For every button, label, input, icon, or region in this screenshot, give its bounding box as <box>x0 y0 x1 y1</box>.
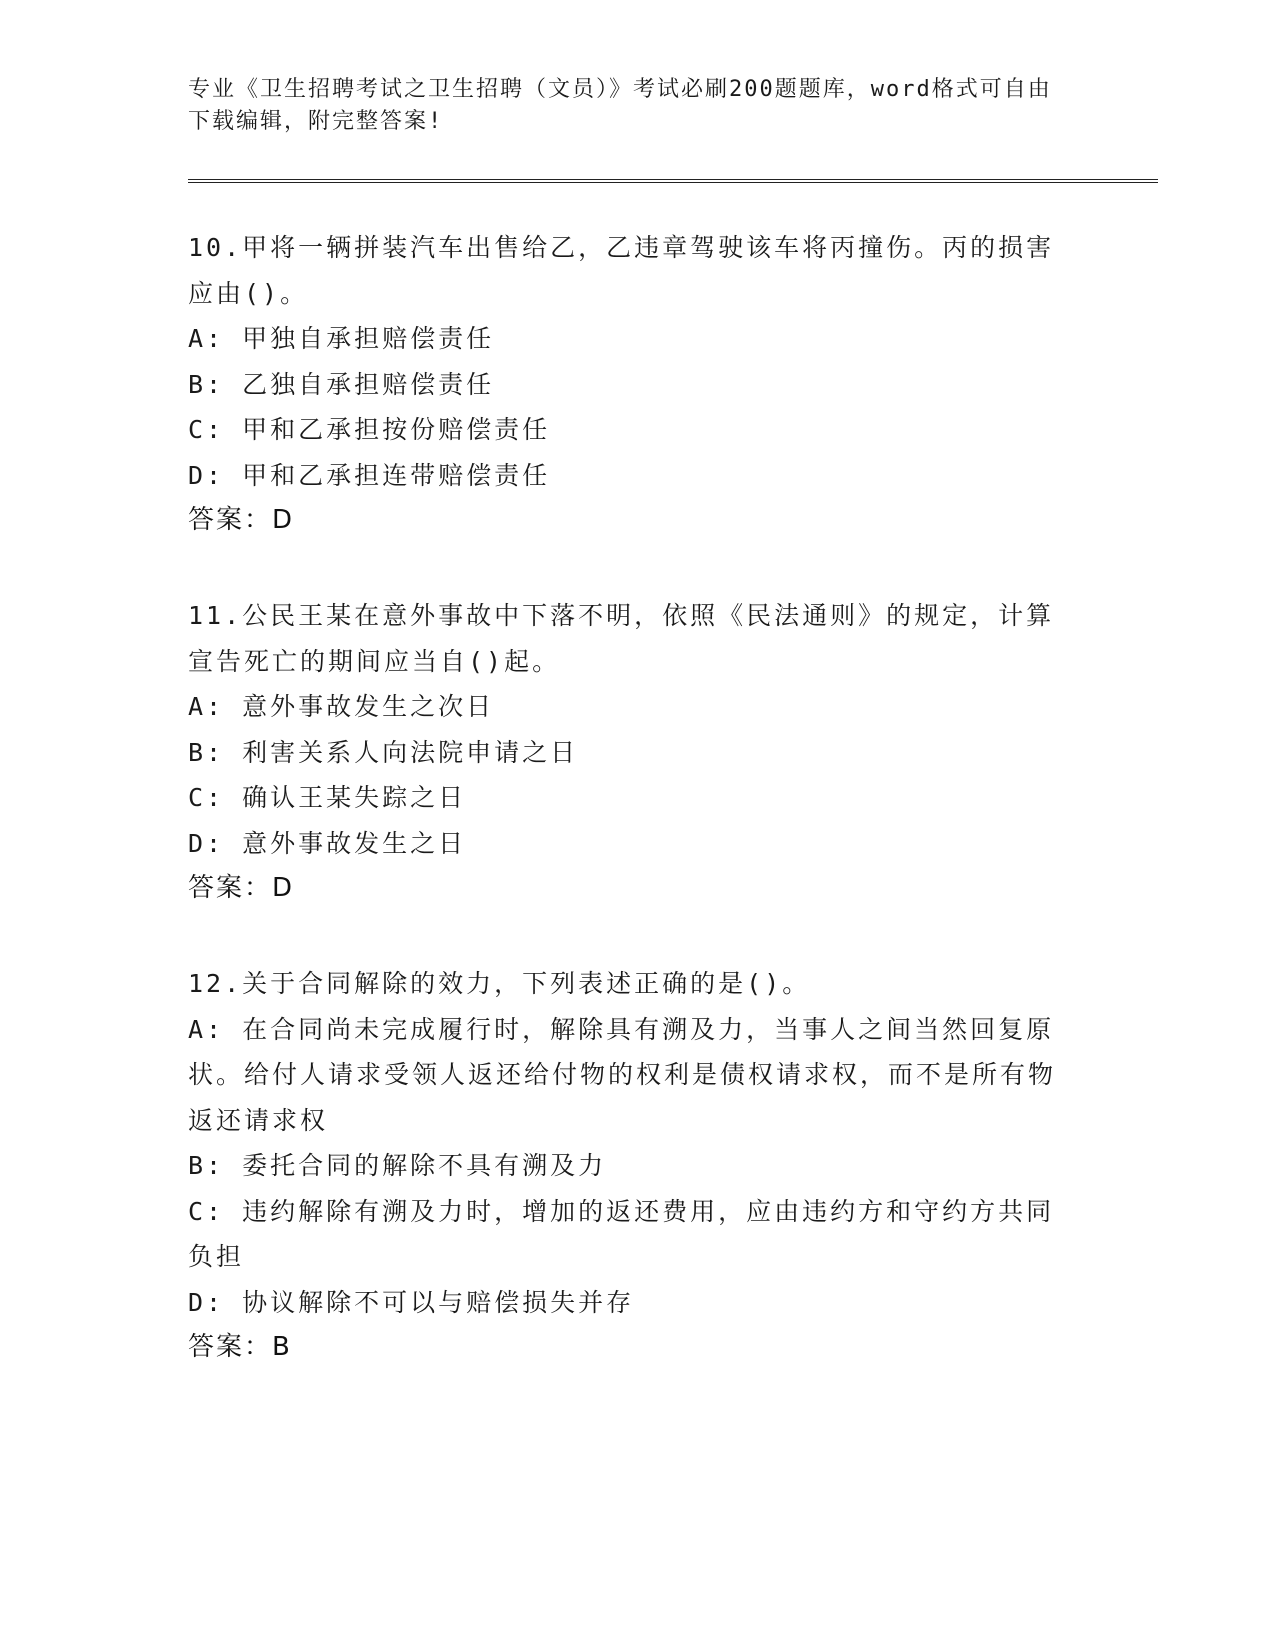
header-double-rule <box>188 179 1158 183</box>
answer-line: 答案：D <box>188 873 295 903</box>
option-d: D: 意外事故发生之日 <box>188 828 467 858</box>
option-b: B: 乙独自承担赔偿责任 <box>188 369 495 399</box>
answer-line: 答案：D <box>188 505 295 535</box>
question-12 <box>188 961 1078 1371</box>
question-text: 11.公民王某在意外事故中下落不明，依照《民法通则》的规定，计算宣告死亡的期间应当自()起。 <box>188 601 1055 676</box>
question-10 <box>188 225 1078 544</box>
question-text: 10.甲将一辆拼装汽车出售给乙，乙违章驾驶该车将丙撞伤。丙的损害应由()。 <box>188 233 1055 308</box>
option-d: D: 协议解除不可以与赔偿损失并存 <box>188 1287 635 1317</box>
option-a: A: 在合同尚未完成履行时，解除具有溯及力，当事人之间当然回复原状。给付人请求受领人返还给付物的权利是债权请求权，而不是所有物返还请求权 <box>188 1014 1057 1135</box>
option-c: C: 违约解除有溯及力时，增加的返还费用，应由违约方和守约方共同负担 <box>188 1196 1055 1271</box>
option-a: A: 意外事故发生之次日 <box>188 692 495 721</box>
option-b: B: 利害关系人向法院申请之日 <box>188 737 579 767</box>
option-c: C: 甲和乙承担按份赔偿责任 <box>188 415 551 444</box>
option-c: C: 确认王某失踪之日 <box>188 783 467 812</box>
question-11 <box>188 593 1078 912</box>
option-b: B: 委托合同的解除不具有溯及力 <box>188 1151 607 1180</box>
document-header-intro: 专业《卫生招聘考试之卫生招聘（文员）》考试必刷200题题库，word格式可自由下载编辑，附完整答案! <box>188 77 1052 134</box>
option-a: A: 甲独自承担赔偿责任 <box>188 324 495 353</box>
question-text: 12.关于合同解除的效力，下列表述正确的是()。 <box>188 969 811 998</box>
option-d: D: 甲和乙承担连带赔偿责任 <box>188 460 551 490</box>
answer-line: 答案：B <box>188 1332 292 1362</box>
